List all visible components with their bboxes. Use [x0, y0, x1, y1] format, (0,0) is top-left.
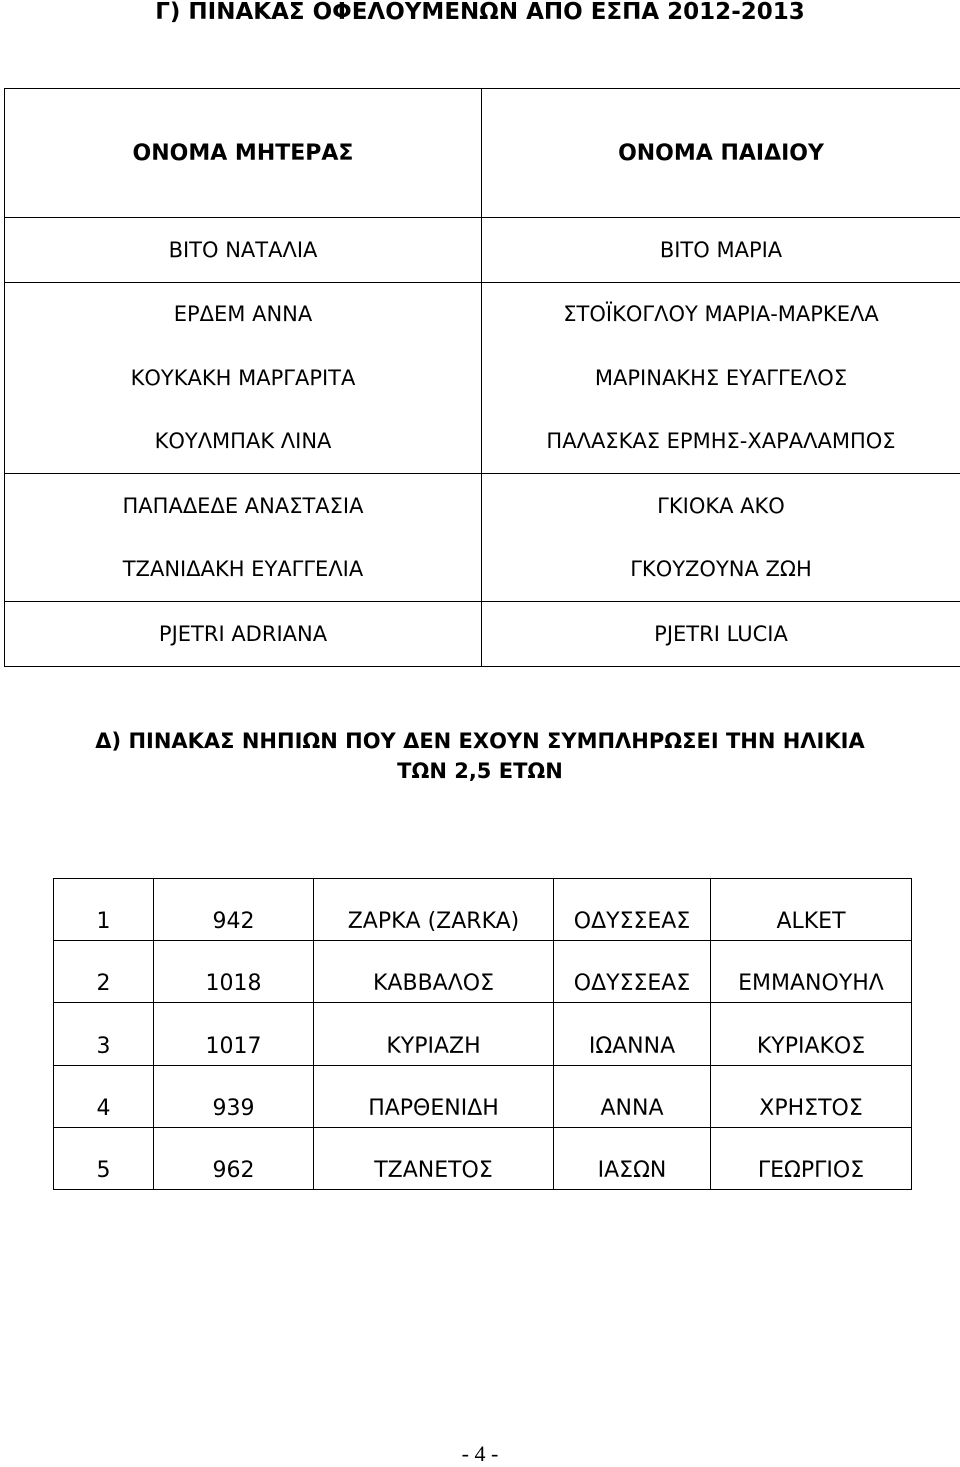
row-number-cell: 4: [54, 1065, 154, 1127]
table-row: [54, 941, 912, 1003]
surname-cell: ΚΑΒΒΑΛΟΣ: [314, 941, 554, 1003]
table-row: [5, 538, 960, 602]
beneficiaries-table: [4, 88, 960, 667]
parent-name-cell: ΑΝΝΑ: [554, 1065, 711, 1127]
parent-name-cell: ΙΑΣΩΝ: [554, 1127, 711, 1189]
table-row: [5, 346, 960, 410]
table-row: [54, 1065, 912, 1127]
table-row: [5, 410, 960, 474]
first-name-cell: ΕΜΜΑΝΟΥΗΛ: [711, 941, 912, 1003]
code-cell: 942: [154, 879, 314, 941]
child-name-cell: ΣΤΟΪΚΟΓΛΟΥ ΜΑΡΙΑ-ΜΑΡΚΕΛΑ: [482, 282, 960, 346]
mother-name-cell: PJETRI ADRIANA: [5, 602, 482, 667]
surname-cell: ΤΖΑΝΕΤΟΣ: [314, 1127, 554, 1189]
mother-name-cell: ΤΖΑΝΙΔΑΚΗ ΕΥΑΓΓΕΛΙΑ: [5, 538, 482, 602]
table-row: [5, 218, 960, 283]
child-name-cell: ΜΑΡΙΝΑΚΗΣ ΕΥΑΓΓΕΛΟΣ: [482, 346, 960, 410]
row-number-cell: 2: [54, 941, 154, 1003]
child-name-cell: ΠΑΛΑΣΚΑΣ ΕΡΜΗΣ-ΧΑΡΑΛΑΜΠΟΣ: [482, 410, 960, 474]
table-row: [54, 1003, 912, 1065]
first-name-cell: ALKET: [711, 879, 912, 941]
parent-name-cell: ΙΩΑΝΝΑ: [554, 1003, 711, 1065]
parent-name-cell: ΟΔΥΣΣΕΑΣ: [554, 941, 711, 1003]
child-name-cell: ΒΙΤΟ ΜΑΡΙΑ: [482, 218, 960, 283]
surname-cell: ΖΑΡΚΑ (ZARKA): [314, 879, 554, 941]
section-d-title-line2: ΤΩΝ 2,5 ΕΤΩΝ: [0, 756, 960, 786]
child-name-cell: PJETRI LUCIA: [482, 602, 960, 667]
first-name-cell: ΚΥΡΙΑΚΟΣ: [711, 1003, 912, 1065]
surname-cell: ΠΑΡΘΕΝΙΔΗ: [314, 1065, 554, 1127]
mother-name-cell: ΚΟΥΚΑΚΗ ΜΑΡΓΑΡΙΤΑ: [5, 346, 482, 410]
first-name-cell: ΧΡΗΣΤΟΣ: [711, 1065, 912, 1127]
table-row: [54, 879, 912, 941]
mother-name-cell: ΠΑΠΑΔΕΔΕ ΑΝΑΣΤΑΣΙΑ: [5, 474, 482, 538]
code-cell: 939: [154, 1065, 314, 1127]
mother-name-cell: ΒΙΤΟ ΝΑΤΑΛΙΑ: [5, 218, 482, 283]
code-cell: 962: [154, 1127, 314, 1189]
row-number-cell: 5: [54, 1127, 154, 1189]
mother-name-cell: ΕΡΔΕΜ ΑΝΝΑ: [5, 282, 482, 346]
section-d-title-line1: Δ) ΠΙΝΑΚΑΣ ΝΗΠΙΩΝ ΠΟΥ ΔΕΝ ΕΧΟΥΝ ΣΥΜΠΛΗΡΩΣΕΙ ΤΗΝ ΗΛΙΚΙΑ: [0, 726, 960, 756]
child-name-cell: ΓΚΟΥΖΟΥΝΑ ΖΩΗ: [482, 538, 960, 602]
mother-name-cell: ΚΟΥΛΜΠΑΚ ΛΙΝΑ: [5, 410, 482, 474]
code-cell: 1017: [154, 1003, 314, 1065]
table-row: [54, 1127, 912, 1189]
page-number: - 4 -: [0, 1441, 960, 1467]
child-name-cell: ΓΚΙΟΚΑ ΑΚΟ: [482, 474, 960, 538]
first-name-cell: ΓΕΩΡΓΙΟΣ: [711, 1127, 912, 1189]
section-d-title: [0, 726, 960, 786]
infants-table: [53, 878, 912, 1190]
table-row: [5, 474, 960, 538]
parent-name-cell: ΟΔΥΣΣΕΑΣ: [554, 879, 711, 941]
child-name-header: ΟΝΟΜΑ ΠΑΙΔΙΟΥ: [482, 89, 960, 218]
code-cell: 1018: [154, 941, 314, 1003]
section-g-title: Γ) ΠΙΝΑΚΑΣ ΟΦΕΛΟΥΜΕΝΩΝ ΑΠΟ ΕΣΠΑ 2012-2013: [0, 0, 960, 26]
table-header-row: [5, 89, 960, 218]
surname-cell: ΚΥΡΙΑΖΗ: [314, 1003, 554, 1065]
mother-name-header: ΟΝΟΜΑ ΜΗΤΕΡΑΣ: [5, 89, 482, 218]
row-number-cell: 3: [54, 1003, 154, 1065]
table-row: [5, 602, 960, 667]
row-number-cell: 1: [54, 879, 154, 941]
table-row: [5, 282, 960, 346]
